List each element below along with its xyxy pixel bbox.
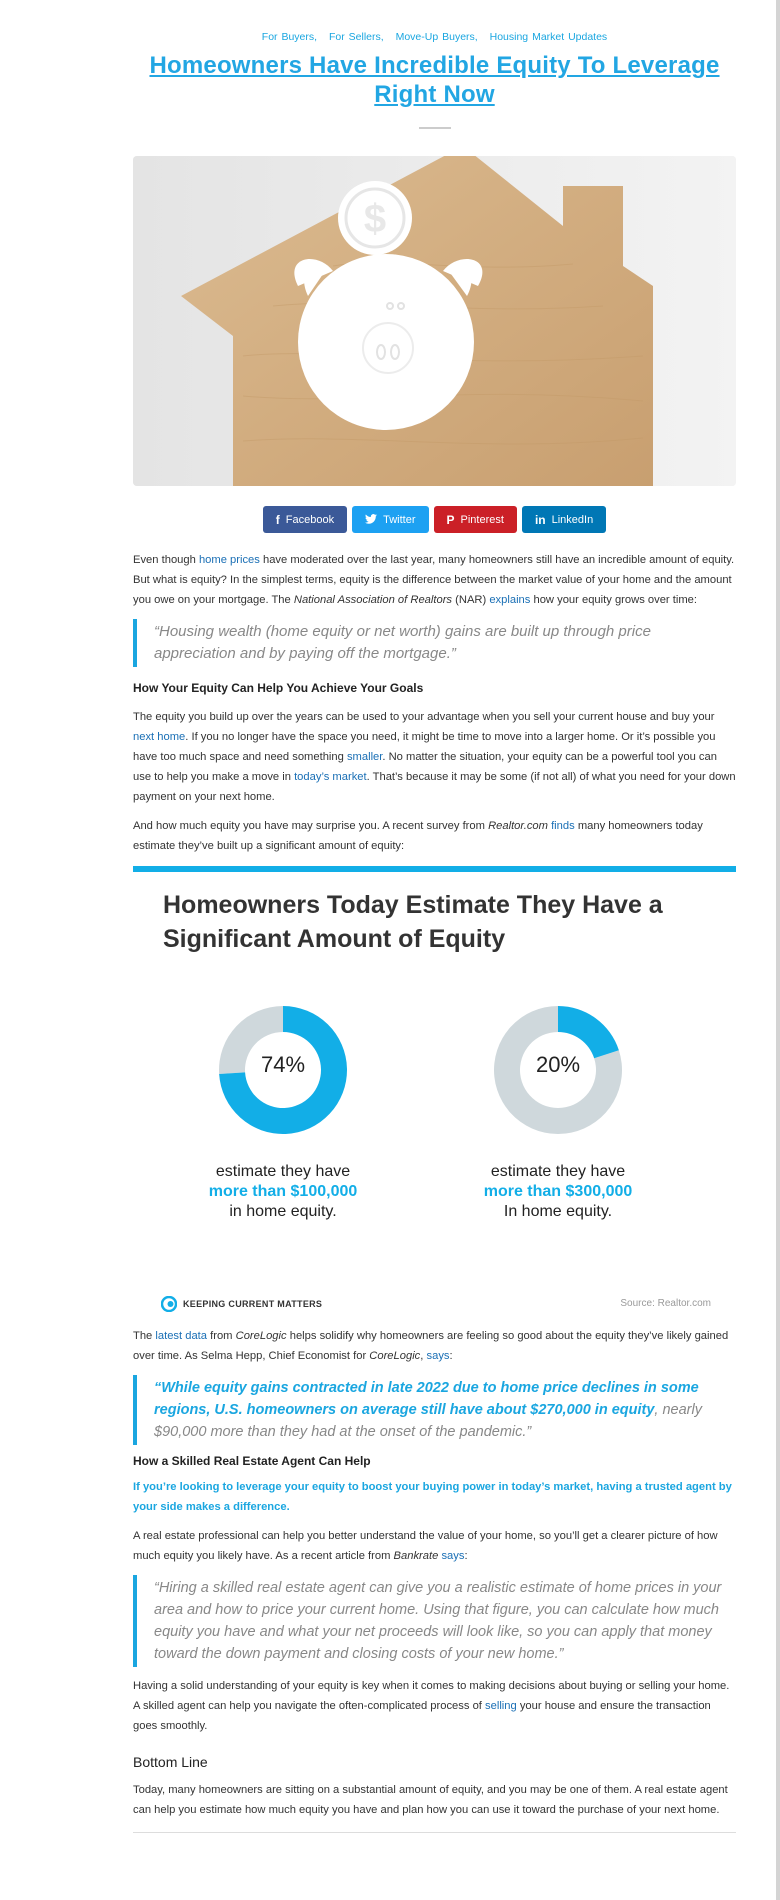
title-divider [419, 127, 451, 129]
kcm-logo-icon [161, 1296, 177, 1312]
article-title[interactable]: Homeowners Have Incredible Equity To Leverage Right Now [149, 52, 720, 108]
smaller-link[interactable]: smaller [346, 751, 383, 763]
share-pinterest-label: Pinterest [460, 513, 504, 526]
kcm-brand: KEEPING CURRENT MATTERS [183, 1299, 323, 1309]
facebook-icon: f [275, 512, 280, 527]
share-pinterest-button[interactable] [434, 506, 517, 533]
realtor-name: Realtor.com [488, 820, 548, 832]
category-housing-market-updates[interactable]: Housing Market Updates [489, 31, 608, 43]
next-home-link[interactable]: next home [133, 731, 186, 743]
caption-300k-line1: estimate they have [490, 1163, 626, 1180]
category-for-sellers[interactable]: For Sellers, [328, 31, 384, 43]
category-for-buyers[interactable]: For Buyers, [261, 31, 318, 43]
caption-300k [448, 1162, 668, 1222]
corelogic-name: CoreLogic [235, 1330, 287, 1342]
caption-100k-line1: estimate they have [215, 1163, 351, 1180]
equity-goals-paragraph [133, 707, 736, 807]
latest-data-link[interactable]: latest data [155, 1330, 208, 1342]
scrollbar-thumb[interactable] [776, 0, 780, 1900]
donut-label-300k: 20% [535, 1052, 581, 1077]
donut-label-100k: 74% [260, 1052, 306, 1077]
todays-market-link[interactable]: today’s market [294, 771, 367, 783]
caption-100k [173, 1162, 393, 1222]
share-facebook-button[interactable] [263, 506, 347, 533]
share-buttons [133, 506, 736, 533]
text: . That’s because it may be some (if not all) of what you need for your down payment on your next home. [133, 771, 736, 803]
donut-slice-value [558, 1006, 619, 1058]
intro-paragraph [133, 550, 736, 610]
share-twitter-button[interactable] [352, 506, 428, 533]
text: Even though [133, 554, 199, 566]
says-link-corelogic[interactable]: says [426, 1350, 450, 1362]
text: , [420, 1350, 427, 1362]
dollar-coin-icon [338, 181, 412, 255]
corelogic-paragraph [133, 1326, 736, 1366]
text: from [207, 1330, 236, 1342]
corelogic-quote [133, 1375, 736, 1445]
text: : [449, 1350, 453, 1362]
text: how your equity grows over time: [530, 594, 698, 606]
text: The equity you build up over the years can be used to your advantage when you sell your current house and buy your [133, 711, 715, 723]
bankrate-paragraph [133, 1526, 736, 1566]
article-end-rule [133, 1832, 736, 1833]
home-prices-link[interactable]: home prices [198, 554, 260, 566]
text: have moderated over the last year, many homeowners still have an incredible amount of equity. But what is equity? In the simplest terms, equity is the difference between the market value of your home and the amount you owe on your mortgage. The [133, 554, 735, 606]
caption-100k-line3: in home equity. [229, 1203, 337, 1220]
text: And how much equity you have may surprise you. A recent survey from [133, 820, 489, 832]
text: . If you no longer have the space you need, it might be time to move into a larger home. Or it’s possible you have too much space and need something [133, 731, 716, 763]
text: A real estate professional can help you better understand the value of your home, so you’ll get a clearer picture of how much equity you likely have. As a recent article from [133, 1530, 718, 1562]
section-heading-goals: How Your Equity Can Help You Achieve Your Goals [133, 681, 424, 695]
selling-link[interactable]: selling [485, 1700, 517, 1712]
bankrate-quote: “Hiring a skilled real estate agent can give you a realistic estimate of home prices in your area and how to price your current home. Using that figure, you can calculate how much equity you have and what your net proceeds will look like, so you can apply that money toward the down payment and closing costs of your new home.” [133, 1575, 736, 1667]
share-facebook-label: Facebook [285, 513, 335, 526]
article [133, 0, 736, 1833]
text: : [464, 1550, 468, 1562]
svg-text:$: $ [363, 197, 387, 241]
text: your house and ensure the transaction goes smoothly. [133, 1700, 711, 1732]
infographic-title: Homeowners Today Estimate They Have a Significant Amount of Equity [163, 891, 663, 953]
understanding-paragraph [133, 1676, 736, 1736]
twitter-icon [365, 513, 377, 527]
survey-paragraph [133, 816, 736, 856]
hero-illustration [133, 156, 736, 486]
corelogic-name-2: CoreLogic [369, 1350, 421, 1362]
infographic-source: Source: Realtor.com [620, 1298, 711, 1309]
bottom-line-heading: Bottom Line [133, 1754, 208, 1770]
equity-infographic [133, 872, 736, 1317]
caption-100k-line2: more than $100,000 [208, 1183, 358, 1200]
nar-name: National Association of Realtors [293, 594, 453, 606]
category-move-up-buyers[interactable]: Move-Up Buyers, [395, 31, 478, 43]
linkedin-icon: in [534, 512, 546, 527]
corelogic-quote-rest: , nearly $90,000 more than they had at the onset of the pandemic.” [154, 1402, 702, 1440]
says-link-bankrate[interactable]: says [441, 1550, 465, 1562]
scrollbar[interactable] [776, 0, 780, 1900]
share-linkedin-button[interactable] [522, 506, 606, 533]
bottom-line-paragraph: Today, many homeowners are sitting on a substantial amount of equity, and you may be one of them. A real estate agent can help you estimate how much equity you have and plan how you can use it toward the purchase of your next home. [133, 1784, 728, 1816]
share-twitter-label: Twitter [383, 513, 416, 526]
agent-highlight: If you’re looking to leverage your equity to boost your buying power in today’s market, having a trusted agent by your side makes a difference. [133, 1481, 732, 1513]
hero-image [133, 156, 736, 486]
pinterest-icon: P [446, 512, 455, 527]
text: many homeowners today estimate they’ve built up a significant amount of equity: [133, 820, 703, 852]
text: Having a solid understanding of your equity is key when it comes to making decisions about buying or selling your home. A skilled agent can help you navigate the often-complicated process of [133, 1680, 730, 1712]
text: The [133, 1330, 156, 1342]
text: (NAR) [452, 594, 490, 606]
text: . No matter the situation, your equity can be a powerful tool you can use to help you make a move in [133, 751, 717, 783]
explains-link[interactable]: explains [489, 594, 531, 606]
share-linkedin-label: LinkedIn [551, 513, 594, 526]
caption-300k-line2: more than $300,000 [483, 1183, 633, 1200]
caption-300k-line3: In home equity. [503, 1203, 613, 1220]
text: helps solidify why homeowners are feeling so good about the equity they’ve likely gained over time. As Selma Hepp, Chief Economist for [133, 1330, 729, 1362]
kcm-logo [161, 1296, 322, 1312]
section-heading-agent: How a Skilled Real Estate Agent Can Help [133, 1454, 371, 1468]
category-links [133, 31, 736, 43]
nar-quote: “Housing wealth (home equity or net worth) gains are built up through price appreciation and by paying off the mortgage.” [133, 619, 736, 667]
finds-link[interactable]: finds [551, 820, 575, 832]
bankrate-name: Bankrate [393, 1550, 439, 1562]
corelogic-quote-emphasis: “While equity gains contracted in late 2022 due to home price declines in some regions, U.S. homeowners on average still have about $270,000 in equity [154, 1380, 699, 1418]
